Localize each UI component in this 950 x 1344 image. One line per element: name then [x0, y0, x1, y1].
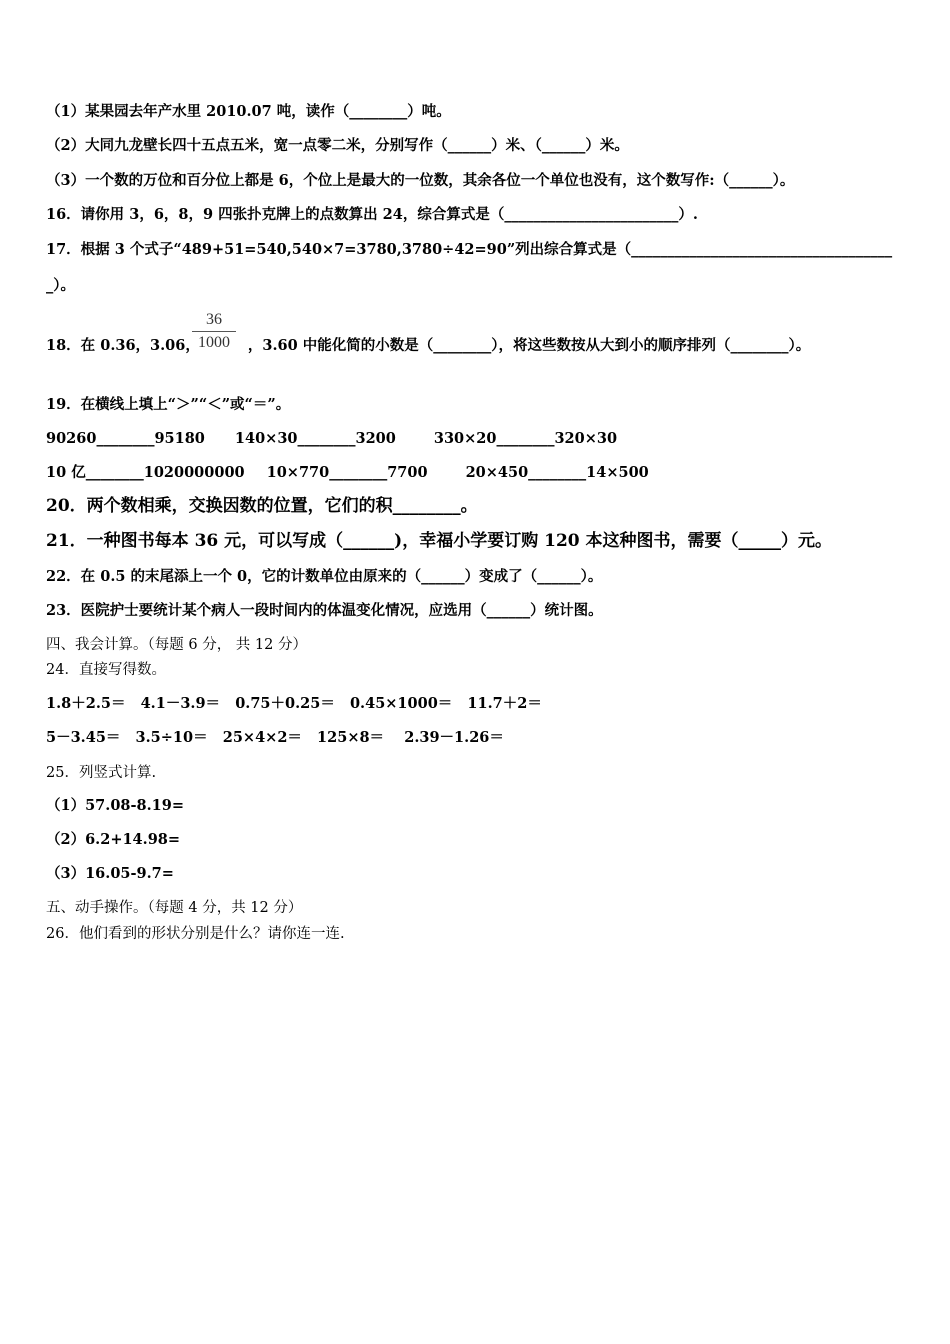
q23: 23．医院护士要统计某个病人一段时间内的体温变化情况，应选用（______）统计图。	[46, 602, 603, 619]
q21: 21．一种图书每本 36 元，可以写成（______)，幸福小学要订购 120 本这种图书，需要（_____）元。	[46, 531, 833, 551]
q25-title: 25．列竖式计算.	[46, 765, 157, 781]
q15-part2: （2）大同九龙壁长四十五点五米，宽一点零二米，分别写作（______）米、（______）米。	[46, 137, 629, 154]
q19-row1-item1: 90260________95180	[46, 430, 205, 447]
q18-suffix: ，3.60 中能化简的小数是（________），将这些数按从大到小的顺序排列（________）。	[247, 337, 811, 354]
q19-row2	[46, 464, 649, 482]
fraction-denominator: 1000	[198, 334, 230, 351]
q19-title: 19．在横线上填上“＞”“＜”或“＝”。	[46, 396, 291, 413]
fraction-numerator: 36	[206, 311, 222, 328]
q19-row2-item2: 10×770________7700	[266, 464, 428, 481]
q19-row1-item2: 140×30________3200	[234, 430, 396, 447]
q18-prefix: 18．在 0.36，3.06，	[46, 337, 200, 354]
q19-row1	[46, 430, 617, 448]
q17-line2: _）。	[46, 277, 75, 294]
q20: 20．两个数相乘，交换因数的位置，它们的积________。	[46, 496, 478, 516]
q18	[46, 337, 810, 355]
q17-line1: 17．根据 3 个式子“489+51=540,540×7=3780,3780÷42=90”列出综合算式是（____________________________________	[46, 241, 893, 258]
q15-part3: （3）一个数的万位和百分位上都是 6，个位上是最大的一位数，其余各位一个单位也没有，这个数写作:（______）。	[46, 172, 795, 189]
section4-heading: 四、我会计算。（每题 6 分， 共 12 分）	[46, 637, 307, 653]
q25-part3: （3）16.05-9.7=	[46, 865, 174, 882]
q24-row1: 1.8＋2.5＝ 4.1－3.9＝ 0.75＋0.25＝ 0.45×1000＝ 11.7＋2＝	[46, 695, 542, 712]
q24-title: 24．直接写得数。	[46, 662, 166, 678]
q19-row1-item3: 330×20________320×30	[433, 430, 618, 447]
q18-fraction	[192, 310, 236, 353]
q15-part1: （1）某果园去年产水里 2010.07 吨，读作（________）吨。	[46, 103, 451, 120]
q25-part2: （2）6.2+14.98=	[46, 831, 181, 848]
q26: 26．他们看到的形状分别是什么？请你连一连.	[46, 926, 345, 942]
fraction-bar	[192, 331, 236, 332]
q19-row2-item1: 10 亿________1020000000	[46, 464, 245, 481]
q16: 16．请你用 3，6，8，9 四张扑克牌上的点数算出 24，综合算式是（________________________）.	[46, 206, 698, 223]
q19-row2-item3: 20×450________14×500	[465, 464, 649, 481]
section5-heading: 五、动手操作。（每题 4 分，共 12 分）	[46, 900, 303, 916]
q24-row2: 5－3.45＝ 3.5÷10＝ 25×4×2＝ 125×8＝ 2.39－1.26＝	[46, 729, 504, 746]
q22: 22．在 0.5 的末尾添上一个 0，它的计数单位由原来的（______）变成了（______）。	[46, 568, 603, 585]
q25-part1: （1）57.08-8.19=	[46, 797, 184, 814]
